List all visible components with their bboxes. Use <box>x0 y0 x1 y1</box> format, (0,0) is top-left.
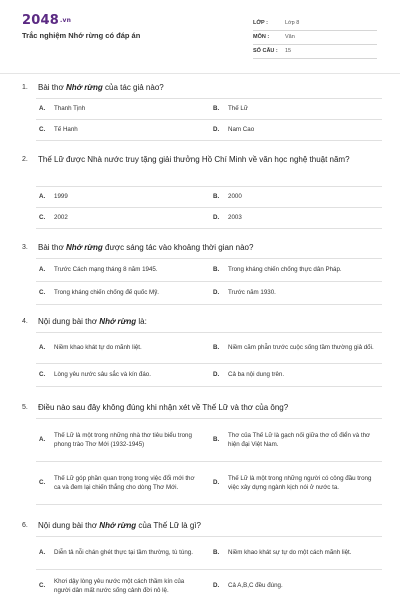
option-text: Khơi dậy lòng yêu nước một cách thầm kín của người dân mất nước sống cảnh đời nô lệ. <box>54 577 185 594</box>
option-text: Thơ của Thế Lữ là gạch nối giữa thơ cổ điển và thơ hiện đại Việt Nam. <box>228 431 371 448</box>
option-a[interactable] <box>36 419 206 461</box>
option-text: 2002 <box>54 214 68 222</box>
option-letter: C. <box>39 126 46 134</box>
option-a[interactable] <box>36 187 206 207</box>
option-d[interactable] <box>210 570 382 600</box>
site-logo[interactable] <box>22 13 71 28</box>
option-text: Niềm khao khát sự tự do một cách mãnh liệt. <box>228 549 352 557</box>
option-d[interactable] <box>210 120 382 140</box>
question-text: Điều nào sau đây không đúng khi nhận xét về Thế Lữ và thơ của ông? <box>38 403 289 412</box>
question-number: 5. <box>22 404 28 411</box>
option-d[interactable] <box>210 282 382 304</box>
document-header <box>0 0 400 70</box>
option-row <box>36 537 382 570</box>
question-3 <box>22 240 382 297</box>
option-a[interactable] <box>36 333 206 363</box>
info-row-count <box>253 44 377 59</box>
info-row-subject <box>253 30 377 45</box>
option-row <box>36 259 382 282</box>
options-grid <box>36 98 382 141</box>
options-grid <box>36 536 382 600</box>
option-letter: C. <box>39 289 46 297</box>
option-row <box>36 99 382 120</box>
option-c[interactable] <box>36 462 206 504</box>
option-row <box>36 364 382 387</box>
option-b[interactable] <box>210 333 382 363</box>
option-letter: A. <box>39 436 46 444</box>
option-row <box>36 208 382 229</box>
question-number: 3. <box>22 244 28 251</box>
option-text: Thanh Tịnh <box>54 105 86 113</box>
options-grid <box>36 186 382 229</box>
question-number: 6. <box>22 522 28 529</box>
option-letter: B. <box>213 105 220 113</box>
poem-title: Nhớ rừng <box>65 243 103 252</box>
option-a[interactable] <box>36 537 206 569</box>
question-6 <box>22 518 382 594</box>
question-text: Nội dung bài thơ Nhớ rừng của Thế Lữ là gì? <box>38 521 201 530</box>
question-text: Bài thơ Nhớ rừng được sáng tác vào khoảng thời gian nào? <box>38 243 254 252</box>
option-text: Thế Lữ là một trong những nhà thơ tiêu biểu trong phong trào Thơ Mới (1932-1945) <box>54 431 192 448</box>
option-b[interactable] <box>210 537 382 569</box>
question-text: Thế Lữ được Nhà nước truy tặng giải thưởng Hồ Chí Minh về văn học nghệ thuật năm? <box>38 155 350 164</box>
option-c[interactable] <box>36 208 206 228</box>
option-letter: C. <box>39 371 46 379</box>
option-text: Trong kháng chiến chống đế quốc Mỹ. <box>54 289 160 297</box>
option-row <box>36 120 382 141</box>
question-number: 2. <box>22 156 28 163</box>
option-text: Trong kháng chiến chống thực dân Pháp. <box>228 266 342 274</box>
option-letter: D. <box>213 479 220 487</box>
page-title: Trắc nghiệm Nhớ rừng có đáp án <box>22 31 141 40</box>
option-c[interactable] <box>36 570 206 600</box>
option-row <box>36 570 382 600</box>
option-text: Trước Cách mạng tháng 8 năm 1945. <box>54 266 158 274</box>
option-text: Cả A,B,C đều đúng. <box>228 582 283 590</box>
option-text: 1999 <box>54 193 68 201</box>
info-value: 15 <box>285 48 292 54</box>
info-label: LỚP : <box>253 20 268 26</box>
option-letter: C. <box>39 582 46 590</box>
option-text: Thế Lữ là một trong những người có công đầu trong việc xây dựng ngành kịch nói ở nước ta. <box>228 474 372 491</box>
question-number: 1. <box>22 84 28 91</box>
option-d[interactable] <box>210 208 382 228</box>
info-label: MÔN : <box>253 34 270 40</box>
option-letter: B. <box>213 344 220 352</box>
question-4 <box>22 314 382 379</box>
poem-title: Nhớ rừng <box>99 317 137 326</box>
option-letter: B. <box>213 436 220 444</box>
option-row <box>36 282 382 305</box>
logo-suffix: .vn <box>59 17 72 24</box>
options-grid <box>36 258 382 305</box>
option-row <box>36 462 382 505</box>
question-text: Nội dung bài thơ Nhớ rừng là: <box>38 317 147 326</box>
option-text: Thế Lữ góp phần quan trọng trong việc đổi mới thơ ca và đem lại chiến thắng cho dòng Thơ Mới. <box>54 474 195 491</box>
option-a[interactable] <box>36 99 206 119</box>
option-c[interactable] <box>36 364 206 386</box>
option-letter: D. <box>213 214 220 222</box>
option-letter: B. <box>213 193 220 201</box>
info-value: Văn <box>285 34 295 40</box>
option-text: Diễn tả nỗi chán ghét thực tại tầm thường, tù túng. <box>54 549 193 557</box>
options-grid <box>36 418 382 505</box>
info-row-class <box>253 16 377 31</box>
option-letter: A. <box>39 549 46 557</box>
option-letter: D. <box>213 126 220 134</box>
option-letter: C. <box>39 479 46 487</box>
option-row <box>36 419 382 462</box>
option-letter: B. <box>213 266 220 274</box>
options-grid <box>36 332 382 387</box>
question-1 <box>22 80 382 134</box>
option-b[interactable] <box>210 187 382 207</box>
question-text: Bài thơ Nhớ rừng của tác giả nào? <box>38 83 164 92</box>
option-text: Thế Lữ <box>228 105 248 113</box>
question-number: 4. <box>22 318 28 325</box>
option-letter: C. <box>39 214 46 222</box>
option-text: Nam Cao <box>228 126 255 134</box>
option-row <box>36 333 382 364</box>
option-c[interactable] <box>36 282 206 304</box>
option-row <box>36 187 382 208</box>
option-letter: A. <box>39 193 46 201</box>
option-text: Tế Hanh <box>54 126 78 134</box>
option-text: 2000 <box>228 193 242 201</box>
option-letter: A. <box>39 105 46 113</box>
option-letter: A. <box>39 344 46 352</box>
option-letter: B. <box>213 549 220 557</box>
question-2 <box>22 152 382 222</box>
option-d[interactable] <box>210 462 382 504</box>
option-a[interactable] <box>36 259 206 281</box>
option-b[interactable] <box>210 419 382 461</box>
option-c[interactable] <box>36 120 206 140</box>
option-letter: D. <box>213 582 220 590</box>
option-text: Niềm căm phẫn trước cuộc sống tầm thường giả dối. <box>228 344 374 352</box>
option-text: Niềm khao khát tự do mãnh liệt. <box>54 344 142 352</box>
logo-text: 2048 <box>22 13 59 28</box>
header-divider <box>0 73 400 74</box>
poem-title: Nhớ rừng <box>99 521 137 530</box>
info-value: Lớp 8 <box>285 20 300 26</box>
option-text: Lòng yêu nước sâu sắc và kín đáo. <box>54 371 151 379</box>
option-text: Cả ba nội dung trên. <box>228 371 285 379</box>
poem-title: Nhớ rừng <box>65 83 103 92</box>
option-letter: D. <box>213 371 220 379</box>
option-letter: D. <box>213 289 220 297</box>
question-5 <box>22 400 382 491</box>
option-text: 2003 <box>228 214 242 222</box>
option-text: Trước năm 1930. <box>228 289 276 297</box>
option-b[interactable] <box>210 259 382 281</box>
option-b[interactable] <box>210 99 382 119</box>
option-letter: A. <box>39 266 46 274</box>
info-label: SỐ CÂU : <box>253 48 278 54</box>
option-d[interactable] <box>210 364 382 386</box>
